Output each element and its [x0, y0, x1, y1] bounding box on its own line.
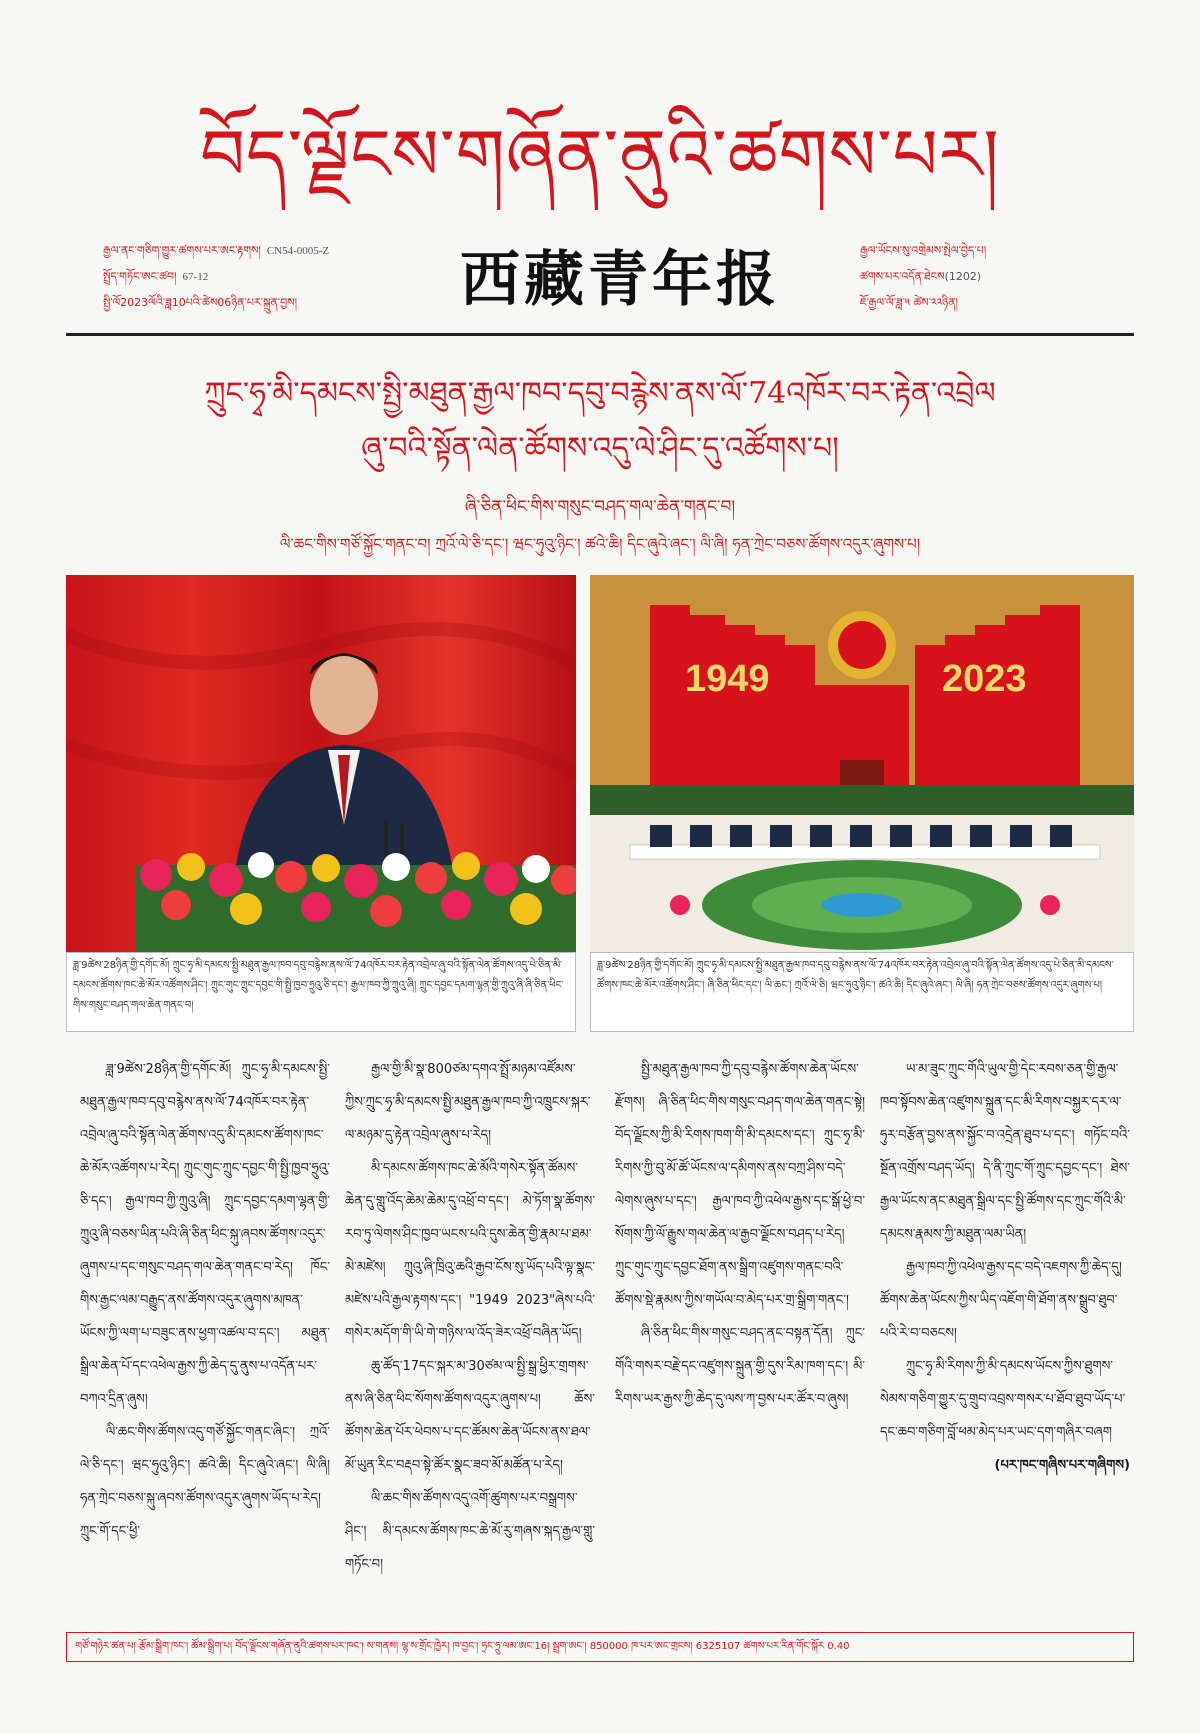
article-paragraph: ལི་ཆང་གིས་ཚོགས་འདུ་གཙོ་སྐྱོང་གནང་ཞིང་། ཀྲའོ་ལེ་ཅི་དང་། ཝང་ཧུའུ་ཉིང་། ཚའེ་ཆི། དིང་ཞུའེ་ཞང་། ལི་ཞི། ཧན་ཀྲེང་བཅས་སྐུ་ཞབས་ཚོགས་འདུར་ཞུགས་ཡོད་པ་རེད། ཀྲུང་གོ་དང་ཕྱི་: [80, 1425, 330, 1539]
year-2023-label: 2023: [942, 658, 1027, 700]
article-paragraph: སྤྱི་མཐུན་རྒྱལ་ཁབ་ཀྱི་དབུ་བརྙེས་ཚོགས་ཆེན་ཡོངས་རྫོགས། ཞི་ཅིན་ཕིང་གིས་གསུང་བཤད་གལ་ཆེན་གནང་སྟེ། བོད་ལྗོངས་ཀྱི་མི་རིགས་ཁག་གི་མི་དམངས་དང་། ཀྲུང་ཧྭ་མི་རིགས་ཀྱི་བུ་མོ་ཚོ་ཡོངས་ལ་དམིགས་ནས་བཀྲ་ཤིས་བདེ་ལེགས་ཞུས་པ་དང་། རྒྱལ་ཁབ་ཀྱི་འཕེལ་རྒྱས་དང་སྒོ་ཕྱེ་བ་སོགས་ཀྱི་ལོ་རྒྱུས་གལ་ཆེན་ལ་རྒྱབ་ལྗོངས་བཤད་པ་རེད། ཀྲུང་གུང་ཀྲུང་དབྱང་ཐོག་ནས་སྒྲིག་འཛུགས་གནང་བའི་ཚོགས་སྡེ་རྣམས་ཀྱིས་གཡོལ་བ་མེད་པར་གྲ་སྒྲིག་གནང་།: [615, 1062, 865, 1308]
article-column-4: [880, 1053, 1130, 1613]
footer-imprint: གཙོ་གཉེར་ཚན་པ། རྩོམ་སྒྲིག་ཁང་། ཚོམ་སྒྲིག་པ། བོད་ལྗོངས་གཞོན་ནུའི་ཚགས་པར་ཁང་། ས་གནས། ལྷ་ས་གྲོང་ཁྱེར། ཁ་བྱང་། ཧྲང་ཧྲུ་ལམ་ཨང་16། སྦྲག་ཨང་། 850000 ཁ་པར་ཨང་གྲངས། 6325107 ཚགས་པར་རིན་གོང་སྐོར 0.40: [66, 1632, 1134, 1662]
article-paragraph: རྒྱལ་གྱི་མི་སྣ་800ཙམ་དགའ་སྤྲོ་མཉམ་འཛོམས་ཀྱིས་ཀྲུང་ཧྭ་མི་དམངས་སྤྱི་མཐུན་རྒྱལ་ཁབ་ཀྱི་འཁྲུངས་སྐར་ལ་མཉམ་དུ་རྟེན་འབྲེལ་ཞུས་པ་རེད།: [345, 1062, 591, 1143]
meta-label: རྒྱལ་ནང་གཅིག་གྱུར་ཚགས་པར་ཨང་རྟགས།: [103, 244, 261, 257]
meta-line: རྒྱལ་ཡོངས་སུ་འགྲེམས་སྤེལ་བྱེད་པ།: [860, 244, 987, 257]
meta-label: ཚགས་པར་འདོན་ཐེངས: [860, 270, 945, 283]
headline-line-2: ཞུ་བའི་སྟོན་ལེན་ཚོགས་འདུ་ལེ་ཤིང་དུ་འཚོགས་པ།: [361, 431, 839, 466]
article-paragraph: རྒྱལ་ཁབ་ཀྱི་འཕེལ་རྒྱས་དང་བདེ་འཇགས་ཀྱི་ཆེད་དུ། ཚོགས་ཆེན་ཡོངས་ཀྱིས་ཡིད་འཇོག་གི་ཐོག་ནས་སྒྲུབ་ཐུབ་པའི་རེ་བ་བཅངས།: [880, 1260, 1122, 1341]
masthead-tibetan-title: བོད་ལྗོངས་གཞོན་ནུའི་ཚགས་པར།: [200, 114, 1000, 196]
article-paragraph: ཆུ་ཚོད་17དང་སྐར་མ་30ཙམ་ལ་སྤྱི་སྒྲ་ཕྱིར་གྲགས་ནས་ཞི་ཅིན་ཕིང་སོགས་ཚོགས་འདུར་ཞུགས་པ། ཆོས་ཚོགས་ཆེན་པོར་ཕེབས་པ་དང་ཚོམས་ཆེན་ཡོངས་ནས་ཐལ་མོ་ཡུན་རིང་བརྡབ་སྟེ་ཚོར་སྣང་ཟབ་མོ་མཚོན་པ་རེད།: [345, 1359, 595, 1473]
publication-date: སྤྱི་ལོ2023ལོའི་ཟླ10པའི་ཚེས06ཉིན་པར་སྐྲུན་བྱས།: [103, 296, 298, 309]
photo-right-caption: ཟླ་9ཚེས་28ཉིན་གྱི་དགོང་མོ། ཀྲུང་ཧྭ་མི་དམངས་སྤྱི་མཐུན་རྒྱལ་ཁབ་དབུ་བརྙེས་ནས་ལོ་74འཁོར་བར་རྟེན་འབྲེལ་ཞུ་བའི་སྟོན་ལེན་ཚོགས་འདུ་པེ་ཅིན་མི་དམངས་ཚོགས་ཁང་ཆེ་མོར་འཚོགས་ཤིང་། ཞི་ཅིན་ཕིང་དང་། ལི་ཆང་། ཀྲའོ་ལེ་ཅི། ཝང་ཧུའུ་ཉིང་། ཚའེ་ཆི། དིང་ཞུའེ་ཞང་། ལི་ཞི། ཧན་ཀྲེང་བཅས་ཚོགས་འདུར་ཞུགས་པ།: [590, 952, 1134, 1032]
publication-info-left: [103, 238, 423, 316]
article-column-3: [615, 1053, 865, 1613]
subheadline-2: ལི་ཆང་གིས་གཙོ་སྐྱོང་གནང་བ། ཀྲའོ་ལེ་ཅི་དང་། ཝང་ཧུའུ་ཉིང་། ཚའེ་ཆི། དིང་ཞུའེ་ཞང་། ལི་ཞི། ཧན་ཀྲེང་བཅས་ཚོགས་འདུར་ཞུགས་པ།: [279, 535, 921, 553]
masthead-chinese-title: 西藏青年报: [460, 245, 780, 315]
meta-line: [103, 238, 423, 264]
subheadline-1: ཞི་ཅིན་ཕིང་གིས་གསུང་བཤད་གལ་ཆེན་གནང་བ།: [464, 497, 736, 517]
tibetan-date: ཇོ་རྒྱལ་ལོ་ཟླ་༥ ཚེས་༢༢ཉིན།: [860, 296, 958, 309]
headline-line-1: ཀྲུང་ཧྭ་མི་དམངས་སྤྱི་མཐུན་རྒྱལ་ཁབ་དབུ་བརྙེས་ནས་ལོ་74འཁོར་བར་རྟེན་འབྲེལ: [204, 376, 996, 411]
article-paragraph: ཞི་ཅིན་ཕིང་གིས་གསུང་བཤད་ནང་བསྟན་དོན། ཀྲུང་གོའི་གསར་བརྗེ་དང་འཛུགས་སྐྲུན་གྱི་དུས་རིམ་ཁག་དང་། མི་རིགས་ཡར་རྒྱས་ཀྱི་ཆེད་དུ་ལས་ཀ་བྱས་པར་ཚོར་བ་ཞུས།: [615, 1326, 865, 1407]
photo-banquet-hall: [590, 575, 1134, 952]
article-paragraph: ཀྲུང་ཧྭ་མི་རིགས་ཀྱི་མི་དམངས་ཡོངས་ཀྱིས་ཐུགས་སེམས་གཅིག་གྱུར་དུ་གྲུབ་འབྲས་གསར་པ་ཐོབ་ཐུབ་ཡོད་པ་དང་ཆབ་གཅིག་བློ་ཕམ་མེད་པར་ཡང་དག་གཞིར་བཞག: [880, 1359, 1126, 1440]
masthead: [120, 100, 1080, 230]
photo-speaker: [66, 575, 576, 952]
issue-number: (1202): [944, 270, 982, 283]
year-1949-label: 1949: [685, 658, 770, 700]
photo-left-caption: ཟླ་9ཚེས་28ཉིན་གྱི་དགོང་མོ། ཀྲུང་ཧྭ་མི་དམངས་སྤྱི་མཐུན་རྒྱལ་ཁབ་དབུ་བརྙེས་ནས་ལོ་74འཁོར་བར་རྟེན་འབྲེལ་ཞུ་བའི་སྟོན་ལེན་ཚོགས་འདུ་པེ་ཅིན་མི་དམངས་ཚོགས་ཁང་ཆེ་མོར་འཚོགས་ཤིང་། ཀྲུང་གུང་ཀྲུང་དབྱང་གི་སྤྱི་ཁྱབ་ཧྲུའུ་ཅི་དང་། རྒྱལ་ཁབ་ཀྱི་ཀྲུའུ་ཞི། ཀྲུང་དབྱང་དམག་ལྷན་གྱི་ཀྲུའུ་ཞི་ཞི་ཅིན་ཕིང་གིས་གསུང་བཤད་གལ་ཆེན་གནང་བ།: [66, 952, 576, 1032]
meta-label: སྤྲོད་གཏོང་ཨང་ཚབ།: [103, 270, 177, 283]
issn-code: CN54-0005-Z: [266, 245, 330, 257]
meta-line: [860, 264, 1100, 290]
masthead-divider: [66, 333, 1134, 336]
article-byline: (པར་ཁང་གཞིས་པར་གཞིགས): [994, 1458, 1130, 1473]
postal-code: 67-12: [182, 271, 209, 283]
meta-line: [103, 264, 423, 290]
article-paragraph: མི་དམངས་ཚོགས་ཁང་ཆེ་མོའི་གསེར་སྟོན་ཚོམས་ཆེན་དུ་གླུ་འོད་ཆེམ་ཆེམ་དུ་འཕྲོ་བ་དང་། མེ་ཏོག་སྣ་ཚོགས་རབ་ཏུ་ལེགས་ཤིང་ཁྱབ་ཡངས་པའི་དུས་ཆེན་གྱི་རྣམ་པ་ཐམ་མེ་མཛེས། ཀྲུའུ་ཞི་ཁྲིའུ་ཆའི་རྒྱབ་ངོས་སུ་ཡོད་པའི་ལྟ་སྣང་མཛེས་པའི་རྒྱལ་རྟགས་དང་། "1949 2023"ཞེས་པའི་གསེར་མདོག་གི་ཡི་གེ་གཉིས་ལ་འོད་ཟེར་འཕྲོ་བཞིན་ཡོད།: [345, 1161, 595, 1341]
publication-info-right: [860, 238, 1100, 316]
article-paragraph: ལི་ཆང་གིས་ཚོགས་འདུ་འགོ་ཚུགས་པར་བསྒྲགས་ཤིང་། མི་དམངས་ཚོགས་ཁང་ཆེ་མོ་རུ་གཞས་སྐད་རྒྱལ་གླུ་གཏོང་བ།: [345, 1491, 595, 1572]
article-paragraph: ཟླ་9ཚེས་28ཉིན་གྱི་དགོང་མོ། ཀྲུང་ཧྭ་མི་དམངས་སྤྱི་མཐུན་རྒྱལ་ཁབ་དབུ་བརྙེས་ནས་ལོ་74འཁོར་བར་རྟེན་འབྲེལ་ཞུ་བའི་སྟོན་ལེན་ཚོགས་འདུ་མི་དམངས་ཚོགས་ཁང་ཆེ་མོར་འཚོགས་པ་རེད། ཀྲུང་གུང་ཀྲུང་དབྱང་གི་སྤྱི་ཁྱབ་ཧྲུའུ་ཅི་དང་། རྒྱལ་ཁབ་ཀྱི་ཀྲུའུ་ཞི། ཀྲུང་དབྱང་དམག་ལྷན་གྱི་ཀྲུའུ་ཞི་བཅས་ཡིན་པའི་ཞི་ཅིན་ཕིང་སྐུ་ཞབས་ཚོགས་འདུར་ཞུགས་པ་དང་གསུང་བཤད་གལ་ཆེན་གནང་བ་རེད། ཁོང་གིས་རྒྱང་ལམ་བརྒྱུད་ནས་ཚོགས་འདུར་ཞུགས་མཁན་ཡོངས་ཀྱི་ལག་པ་བཟུང་ནས་ཕྱག་འཚལ་བ་དང་། མཐུན་སྒྲིལ་ཆེན་པོ་དང་འཕེལ་རྒྱས་ཀྱི་ཆེད་དུ་ནུས་པ་འདོན་པར་བཀའ་དྲིན་ཞུས།: [80, 1062, 330, 1407]
article-column-1: [80, 1053, 330, 1613]
article-column-2: [345, 1053, 595, 1613]
article-paragraph: ཡ་མ་ཟུང་ཀྲུང་གོའི་ཡུལ་གྱི་དེང་རབས་ཅན་གྱི་རྒྱལ་ཁབ་སྟོབས་ཆེན་འཛུགས་སྐྲུན་དང་མི་རིགས་བསྐྱར་དར་ལ་ཧུར་བརྩོན་བྱས་ནས་སྐྱོང་བ་འདྲེན་ཐུབ་པ་དང་། གཏོང་བའི་སྔོན་འགྲོས་བཤད་ཡོད། དེ་ནི་ཀྲུང་གོ་ཀྲུང་དབྱང་དང་། ཐེས་རྒྱལ་ཡོངས་ནང་མཐུན་སྒྲིལ་དང་སྤྱི་ཚོགས་དང་ཀྲུང་གོའི་མི་དམངས་རྣམས་ཀྱི་མཐུན་ལམ་ཡིན།: [880, 1062, 1130, 1242]
